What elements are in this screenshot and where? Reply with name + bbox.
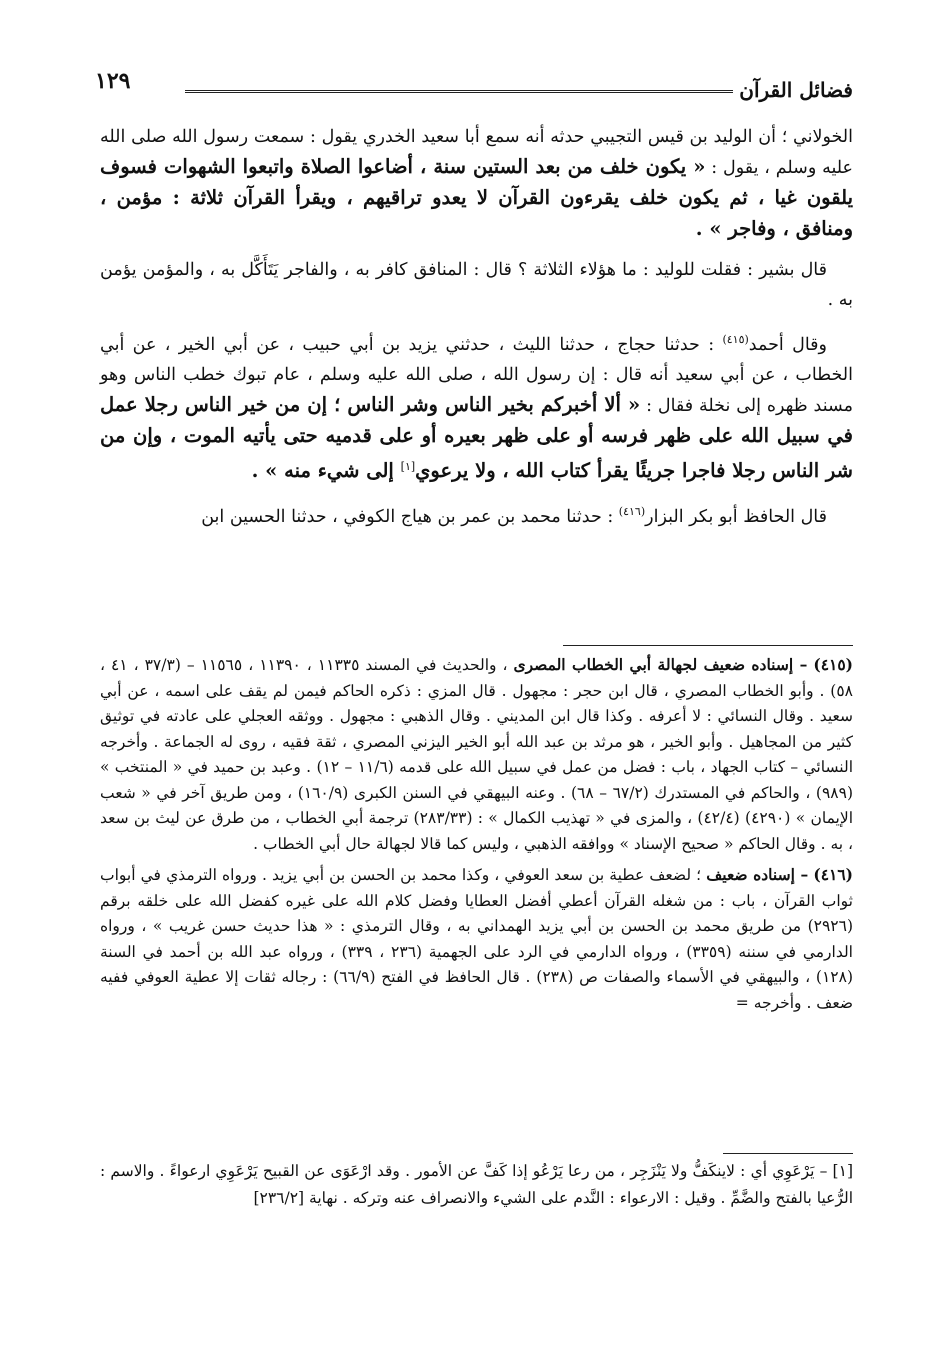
- footnote-divider: [563, 645, 853, 646]
- footnote-415: [100, 652, 853, 857]
- running-title: فضائل القرآن: [739, 78, 853, 102]
- page-header: [95, 60, 853, 104]
- footnote-ref: (٤١٦): [618, 504, 646, 518]
- glossary-text: [١] – يَرْعَوِي أي : لاينكَفُّ ولا يَنْزَجِر ، من رعا يَرْعُو إذا كَفَّ عن الأمور . وقد ارْعَوَى عن القبيح يَرْعَوِي ارعواءً . والاسم : الرُّعيا بالفتح والضَّمِّ . وقيل : الارعواء : النَّدم على الشيء والانصراف عنه وتركه . نهاية [٢٣٦/٢]: [100, 1162, 853, 1207]
- paragraph-1: [100, 122, 853, 245]
- footnote-number: (٤١٦): [813, 865, 854, 884]
- narration-text: قال بشير : فقلت للوليد : ما هؤلاء الثلاثة ؟ قال : المنافق كافر به ، والفاجر يَتَأَكَّل به ، والمؤمن يؤمن به .: [100, 260, 853, 310]
- footnote-lead: – إسناده ضعيف: [706, 865, 809, 884]
- footnotes: [100, 652, 853, 1021]
- hadith-quote: « يكون خلف من بعد الستين سنة ، أضاعوا الصلاة واتبعوا الشهوات فسوف يلقون غيا ، ثم يكون خلف يقرءون القرآن لا يعدو تراقيهم ، ويقرأ القرآن ثلاثة : مؤمن ، ومنافق ، وفاجر » .: [100, 155, 853, 240]
- hadith-quote: « ألا أخبركم بخير الناس وشر الناس ؛ إن من خير الناس رجلا عمل في سبيل الله على ظهر فرسه أو على ظهر بعيره أو على قدميه حتى يأتيه الموت ، وإن من شر الناس رجلا فاجرا جريئًا يقرأ كتاب الله ، ولا يرعوي: [100, 392, 853, 482]
- narration-text: وقال أحمد: [748, 334, 827, 355]
- footnote-text: ؛ لضعف عطية بن سعد العوفي ، وكذا محمد بن الحسن بن أبي يزيد . ورواه الترمذي في أبواب ثواب القرآن ، باب : من شغله القرآن أعطي أفضل العطايا وفضل كلام الله على غيره كفضل الله على خلقه برقم (٢٩٢٦) من طريق محمد بن الحسن بن أبي يزيد الهمداني به ، وقال الترمذي : « هذا حديث حسن غريب » ، ورواه الدارمي في سننه (٣٣٥٩) ، ورواه الدارمي في الرد على الجهمية (٢٣٦ ، ٣٣٩) ، ورواه عبد الله بن أحمد في السنة (١٢٨) ، والبيهقي في الأسماء والصفات ص (٢٣٨) . قال الحافظ في الفتح (٦٦/٩) : رجاله ثقات إلا عطية العوفي ففيه ضعف . وأخرجه =: [100, 866, 853, 1012]
- paragraph-3: [100, 325, 853, 487]
- glossary-divider: [723, 1153, 853, 1154]
- paragraph-4: [100, 497, 853, 532]
- main-text: [100, 122, 853, 541]
- footnote-lead: – إسناده ضعيف لجهالة أبي الخطاب المصرى: [513, 655, 808, 674]
- footnote-number: (٤١٥): [813, 655, 854, 674]
- narration-text: : حدثنا حجاج ، حدثنا الليث ، حدثني يزيد بن أبي حبيب ، عن أبي الخير ، عن أبي الخطاب ، عن أبي سعيد أنه قال : إن رسول الله ، صلى الله عليه وسلم ، عام تبوك خطب الناس وهو مسند ظهره إلى نخلة فقال :: [100, 334, 854, 416]
- page-number: ١٢٩: [95, 68, 131, 94]
- glossary-ref: [١]: [400, 459, 416, 473]
- header-rule: [185, 90, 733, 93]
- narration-text: الخولاني ؛ أن الوليد بن قيس التجيبي حدثه أنه سمع أبا سعيد الخدري يقول : سمعت رسول الله صلى الله عليه وسلم ، يقول :: [100, 127, 853, 178]
- hadith-quote: إلى شيء منه » .: [251, 458, 401, 482]
- narration-text: قال الحافظ أبو بكر البزار: [645, 506, 827, 527]
- glossary-note: [100, 1158, 853, 1212]
- footnote-text: ، والحديث في المسند ١١٣٣٥ ، ١١٣٩٠ ، ١١٥٦٥ – (٣٧/٣ ، ٤١ ، ٥٨) . وأبو الخطاب المصري ، قال ابن حجر : مجهول . قال المزي : ذكره الحاكم فيمن لم يقف على اسمه ، عن أبي سعيد . وقال النسائي : لا أعرفه . وكذا قال ابن المديني . وقال الذهبي : مجهول . ووثقه العجلي على عادته في توثيق كثير من المجاهيل . وأبو الخير ، هو مرثد بن عبد الله أبو الخير اليزني المصري ، ثقة فقيه ، روى له الجماعة . وأخرجه النسائي – كتاب الجهاد ، باب : فضل من عمل في سبيل الله على قدمه (١١/٦ – ١٢) . وعبد بن حميد في « المنتخب » (٩٨٩) ، والحاكم في المستدرك (٦٧/٢ – ٦٨) . وعنه البيهقي في السنن الكبرى (١٦٠/٩) ، ومن طريق آخر في « شعب الإيمان » (٤٢٩٠) (٤٢/٤) ، والمزى في « تهذيب الكمال » : (٢٨٣/٣٣) ترجمة أبي الخطاب ، من طرق عن ليث بن سعد ، به . وقال الحاكم « صحيح الإسناد » ووافقه الذهبي ، وليس كما قالا لجهالة حال أبي الخطاب .: [100, 656, 854, 853]
- footnote-ref: (٤١٥): [722, 333, 749, 346]
- footnote-416: [100, 862, 853, 1016]
- paragraph-2: [100, 255, 853, 315]
- narration-text: : حدثنا محمد بن عمر بن هياج الكوفي ، حدثنا الحسين ابن: [201, 506, 619, 527]
